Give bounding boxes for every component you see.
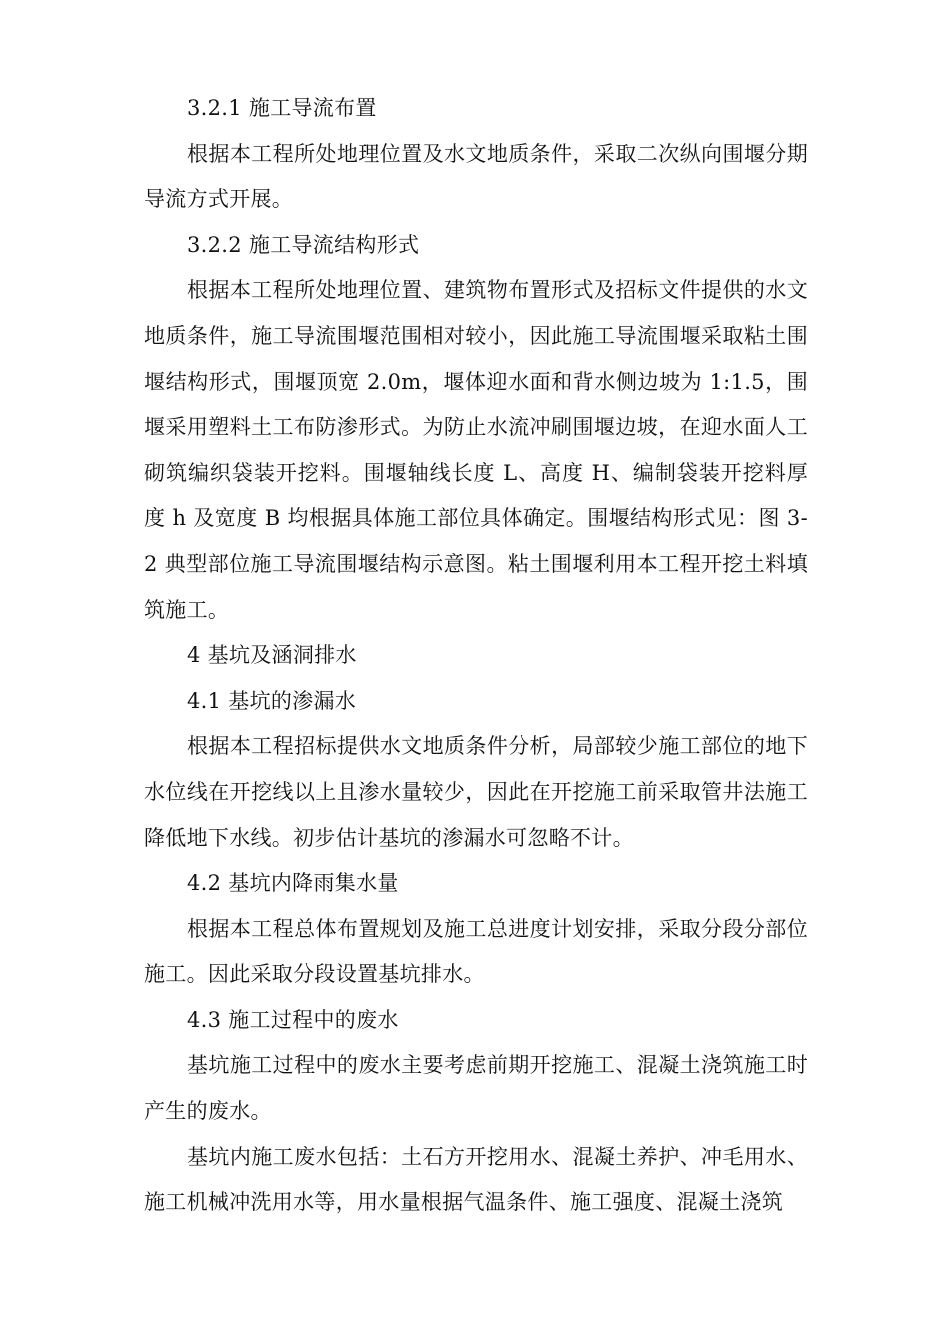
section-4-1-paragraph: 根据本工程招标提供水文地质条件分析，局部较少施工部位的地下水位线在开挖线以上且渗水量较少，因此在开挖施工前采取管井法施工降低地下水线。初步估计基坑的渗漏水可忽略不计。	[144, 734, 808, 850]
section-4-2-heading: 4.2 基坑内降雨集水量	[187, 871, 399, 896]
section-4-1-heading: 4.1 基坑的渗漏水	[187, 688, 357, 713]
section-4-heading: 4 基坑及涵洞排水	[187, 643, 357, 668]
section-3-2-2-heading: 3.2.2 施工导流结构形式	[187, 232, 420, 257]
section-3-2-1-paragraph: 根据本工程所处地理位置及水文地质条件，采取二次纵向围堰分期导流方式开展。	[144, 141, 808, 212]
section-3-2-1-heading: 3.2.1 施工导流布置	[187, 96, 377, 120]
document-body	[144, 86, 808, 1226]
section-4-3-paragraph-2: 基坑内施工废水包括：土石方开挖用水、混凝土养护、冲毛用水、施工机械冲洗用水等，用水量根据气温条件、施工强度、混凝土浇筑	[144, 1144, 808, 1215]
section-4-3-paragraph-1: 基坑施工过程中的废水主要考虑前期开挖施工、混凝土浇筑施工时产生的废水。	[144, 1053, 808, 1124]
section-3-2-2-paragraph: 根据本工程所处地理位置、建筑物布置形式及招标文件提供的水文地质条件，施工导流围堰范围相对较小，因此施工导流围堰采取粘土围堰结构形式，围堰顶宽 2.0m，堰体迎水面和背水侧边坡为 1:1.5，围堰采用塑料土工布防渗形式。为防止水流冲刷围堰边坡，在迎水面人工砌筑编织袋装开挖料。围堰轴线长度 L、高度 H、编制袋装开挖料厚度 h 及宽度 B 均根据具体施工部位具体确定。围堰结构形式见：图 3-2 典型部位施工导流围堰结构示意图。粘土围堰利用本工程开挖土料填筑施工。	[144, 278, 808, 622]
section-4-2-paragraph: 根据本工程总体布置规划及施工总进度计划安排，采取分段分部位施工。因此采取分段设置基坑排水。	[144, 916, 808, 987]
section-4-3-heading: 4.3 施工过程中的废水	[187, 1007, 399, 1032]
